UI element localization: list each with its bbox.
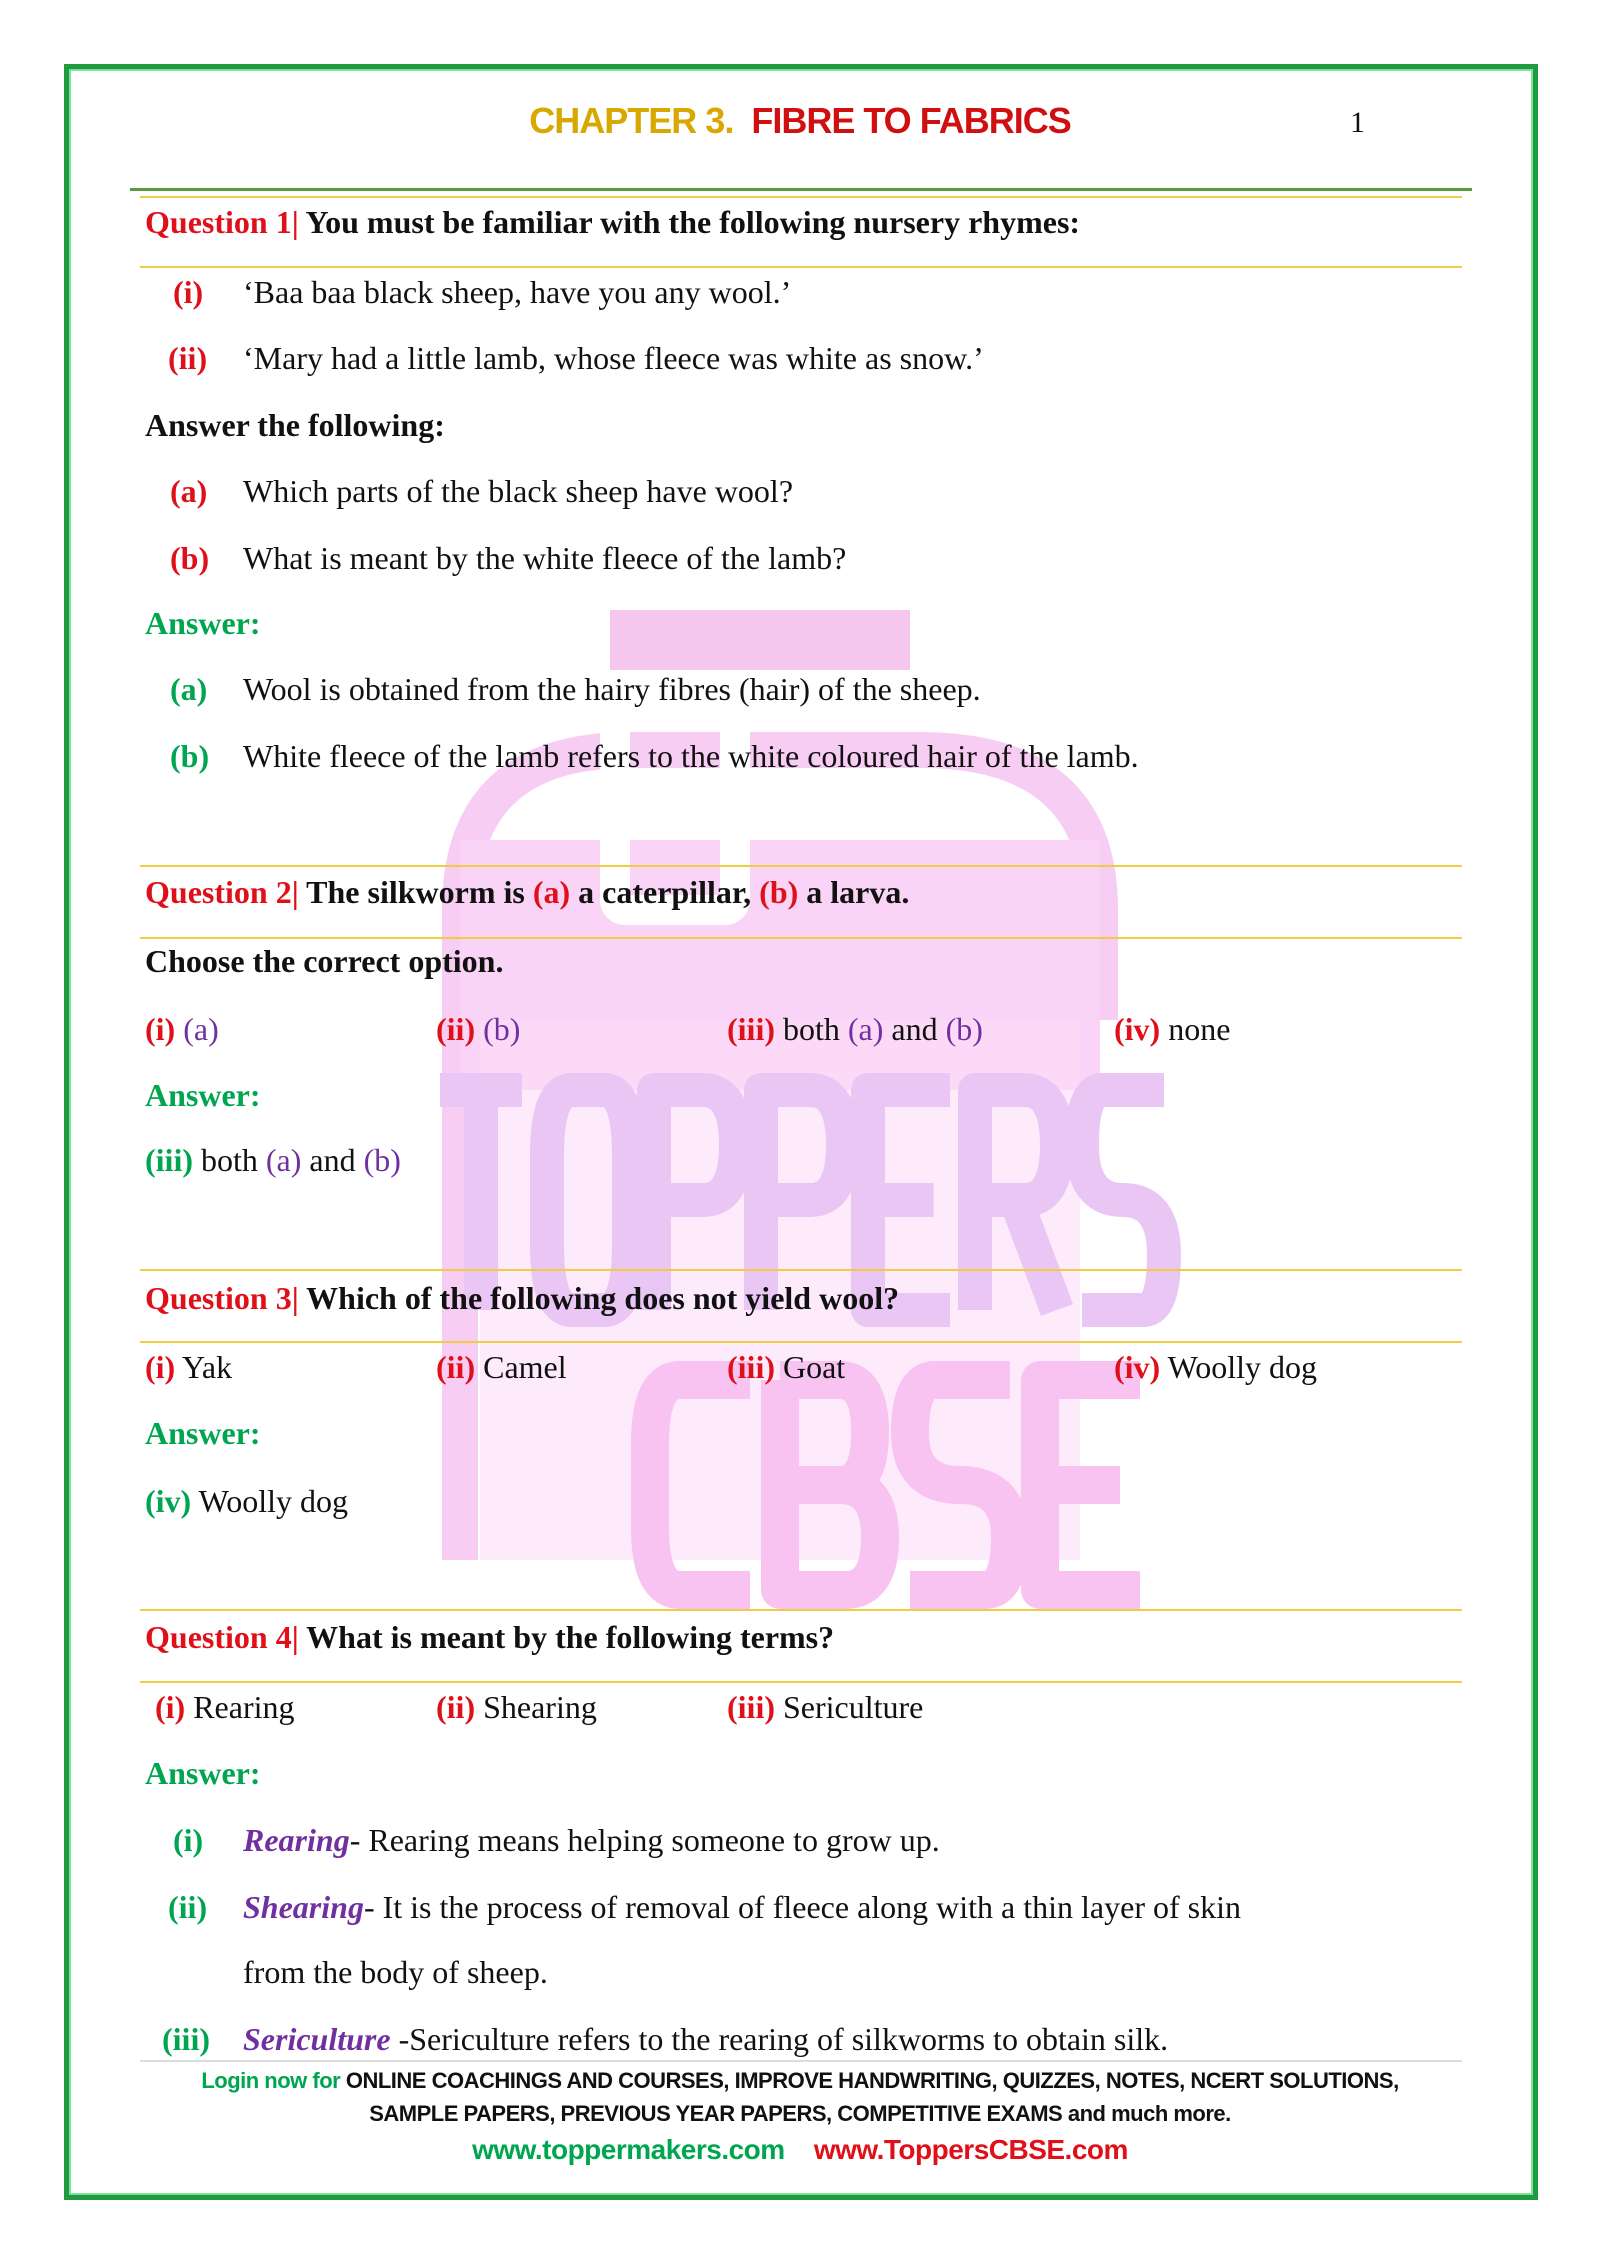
question-text: Which of the following does not yield wool? — [306, 1280, 900, 1316]
item-text: both — [200, 1142, 258, 1178]
item-label: (iii) — [162, 2021, 210, 2057]
item-label: (i) — [145, 1011, 176, 1047]
item-text: both — [782, 1011, 840, 1047]
option — [145, 1007, 219, 1051]
question-text: What is meant by the following terms? — [306, 1619, 835, 1655]
question-text: a caterpillar, — [578, 874, 752, 910]
question-text: The silkworm is — [306, 874, 525, 910]
question-label: Question 3| — [145, 1280, 299, 1316]
footer-text: and much more. — [1067, 2101, 1231, 2126]
chapter-number: CHAPTER 3. — [529, 100, 734, 141]
option-ref: (a) — [847, 1011, 884, 1047]
item-label: (iii) — [145, 1142, 193, 1178]
answer — [145, 1479, 348, 1523]
option-ref: (b) — [363, 1142, 401, 1178]
option — [436, 1345, 567, 1389]
item-text: Wool is obtained from the hairy fibres (hair) of the sheep. — [243, 671, 981, 707]
item-text: - It is the process of removal of fleece along with a thin layer of skin — [363, 1889, 1241, 1925]
option — [436, 1007, 520, 1051]
watermark-letter-shape — [1040, 1380, 1140, 1590]
footer-line-2 — [0, 2101, 1600, 2127]
option — [436, 1685, 597, 1729]
answer-item — [173, 1818, 940, 1862]
item-label: (i) — [173, 274, 204, 310]
item-text: ‘Mary had a little lamb, whose fleece was white as snow.’ — [243, 340, 984, 376]
item-text: Woolly dog — [198, 1483, 349, 1519]
divider — [140, 196, 1462, 198]
header-divider — [130, 188, 1472, 191]
answer-label: Answer: — [145, 1415, 261, 1451]
item-text: and — [309, 1142, 356, 1178]
divider — [140, 865, 1462, 867]
answer-item — [170, 734, 1139, 778]
question-part — [170, 536, 846, 580]
term: Sericulture — [243, 2021, 391, 2057]
item-text: -Sericulture refers to the rearing of silkworms to obtain silk. — [390, 2021, 1169, 2057]
term: Shearing — [243, 1889, 364, 1925]
option — [155, 1685, 295, 1729]
question-label: Question 1| — [145, 204, 299, 240]
item-label: (ii) — [168, 340, 208, 376]
answer-item — [168, 1885, 1241, 1929]
instruction: Answer the following: — [145, 407, 445, 443]
chapter-name: FIBRE TO FABRICS — [751, 100, 1071, 141]
answer-label: Answer: — [145, 1077, 261, 1113]
item-text: and — [891, 1011, 938, 1047]
answer-continuation: from the body of sheep. — [243, 1954, 548, 1990]
option — [1114, 1007, 1230, 1051]
item-text: Camel — [483, 1349, 567, 1385]
item-label: (i) — [145, 1349, 176, 1385]
item-label: (iii) — [727, 1689, 775, 1725]
item-label: (i) — [173, 1822, 204, 1858]
option-ref: (b) — [759, 874, 799, 910]
option-ref: (b) — [945, 1011, 983, 1047]
option — [727, 1685, 923, 1729]
item-label: (iv) — [1114, 1349, 1161, 1385]
answer — [145, 1138, 401, 1182]
item-label: (iv) — [1114, 1011, 1161, 1047]
option — [727, 1007, 983, 1051]
answer-label: Answer: — [145, 605, 261, 641]
item-text: Sericulture — [782, 1689, 924, 1725]
answer-label: Answer: — [145, 1755, 261, 1791]
question-text: a larva. — [806, 874, 910, 910]
item-label: (ii) — [436, 1689, 476, 1725]
item-text: Shearing — [483, 1689, 597, 1725]
footer-divider — [140, 2060, 1462, 2062]
option — [727, 1345, 845, 1389]
instruction: Choose the correct option. — [145, 943, 504, 979]
item-text: What is meant by the white fleece of the lamb? — [243, 540, 847, 576]
item-text: (a) — [183, 1011, 219, 1047]
item-text: ‘Baa baa black sheep, have you any wool.’ — [243, 274, 792, 310]
login-text: Login now for — [201, 2068, 341, 2093]
footer-text: SAMPLE PAPERS, PREVIOUS YEAR PAPERS, COMPETITIVE EXAMS — [369, 2101, 1063, 2126]
question-1 — [145, 200, 1080, 244]
question-4 — [145, 1615, 834, 1659]
item-label: (iii) — [727, 1011, 775, 1047]
item-label: (iii) — [727, 1349, 775, 1385]
option-ref: (a) — [532, 874, 571, 910]
item-label: (ii) — [168, 1889, 208, 1925]
item-text: Yak — [182, 1349, 233, 1385]
toppermakers-link[interactable]: www.toppermakers.com — [472, 2134, 785, 2165]
option — [145, 1345, 232, 1389]
topperscbse-link[interactable]: www.ToppersCBSE.com — [813, 2134, 1128, 2165]
footer-line-1 — [0, 2068, 1600, 2094]
item-label: (a) — [170, 671, 208, 707]
answer-item — [162, 2017, 1168, 2061]
item-text: - Rearing means helping someone to grow up. — [349, 1822, 940, 1858]
item-text: White fleece of the lamb refers to the white coloured hair of the lamb. — [243, 738, 1139, 774]
page-number: 1 — [1350, 106, 1365, 139]
rhyme-item — [168, 336, 984, 380]
item-label: (ii) — [436, 1349, 476, 1385]
item-text: Woolly dog — [1167, 1349, 1318, 1385]
question-part — [170, 469, 793, 513]
rhyme-item — [173, 270, 791, 314]
watermark-letter-shape — [1082, 1090, 1164, 1310]
item-text: Goat — [782, 1349, 846, 1385]
question-text: You must be familiar with the following nursery rhymes: — [305, 204, 1081, 240]
divider — [140, 1609, 1462, 1611]
question-2 — [145, 870, 909, 914]
divider — [140, 266, 1462, 268]
footer-text: ONLINE COACHINGS AND COURSES, IMPROVE HANDWRITING, QUIZZES, NOTES, NCERT SOLUTIONS, — [345, 2068, 1399, 2093]
item-text: (b) — [483, 1011, 521, 1047]
option — [1114, 1345, 1317, 1389]
item-label: (a) — [170, 473, 208, 509]
item-label: (b) — [170, 540, 210, 576]
question-label: Question 4| — [145, 1619, 299, 1655]
item-label: (iv) — [145, 1483, 192, 1519]
footer-links — [0, 2134, 1600, 2166]
divider — [140, 1269, 1462, 1271]
item-label: (ii) — [436, 1011, 476, 1047]
term: Rearing — [243, 1822, 350, 1858]
question-label: Question 2| — [145, 874, 299, 910]
item-text: Which parts of the black sheep have wool? — [243, 473, 794, 509]
item-text: Rearing — [193, 1689, 295, 1725]
item-text: none — [1168, 1011, 1231, 1047]
divider — [140, 1681, 1462, 1683]
question-3 — [145, 1276, 899, 1320]
item-label: (b) — [170, 738, 210, 774]
answer-item — [170, 667, 981, 711]
option-ref: (a) — [265, 1142, 302, 1178]
divider — [140, 1341, 1462, 1343]
item-label: (i) — [155, 1689, 186, 1725]
